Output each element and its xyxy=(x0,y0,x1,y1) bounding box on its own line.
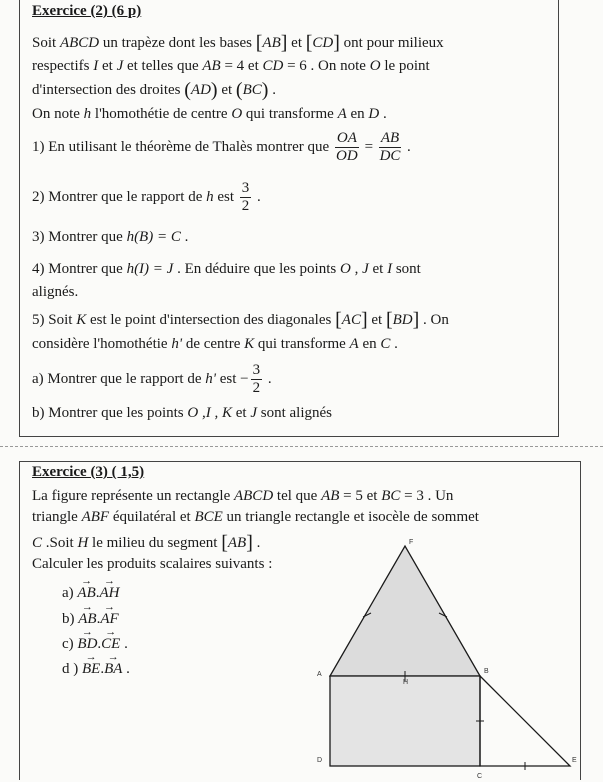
item-c: c) → BD.→ CE . xyxy=(62,637,128,653)
item-d: d ) → BE.→ BA . xyxy=(62,662,130,678)
triangle-abf xyxy=(330,546,480,676)
triangle-bce xyxy=(480,676,570,766)
label-d: D xyxy=(317,757,323,764)
rectangle-abcd xyxy=(330,676,480,766)
exercise-2-title: Exercice (2) (6 p) xyxy=(32,3,142,19)
ex3-line-2: triangle ABF équilatéral et BCE un triangle rectangle et isocèle de sommet xyxy=(32,509,479,525)
label-f: F xyxy=(409,539,414,546)
fraction-minus-3-2: $\frac{3}{2}$ xyxy=(252,362,261,397)
question-5b: b) Montrer que les points O ,I , K et J sont alignés xyxy=(32,405,332,421)
label-e: E xyxy=(572,757,577,764)
ex3-line-4: Calculer les produits scalaires suivants : xyxy=(32,556,273,572)
label-h: H xyxy=(403,679,409,686)
ex3-line-3: C .Soit H le milieu du segment [AB] . xyxy=(32,532,261,554)
question-3: 3) Montrer que h(B) = C . xyxy=(32,229,189,245)
item-a: a) → AB.→ AH xyxy=(62,586,119,602)
ex3-line-1: La figure représente un rectangle ABCD tel que AB = 5 et BC = 3 . Un xyxy=(32,488,454,504)
question-4-continued: alignés. xyxy=(32,284,79,300)
question-5: 5) Soit K est le point d'intersection des diagonales [AC] et [BD] . On xyxy=(32,309,449,331)
ex2-line-2: respectifs I et J et telles que AB = 4 et CD = 6 . On note O le point xyxy=(32,58,430,74)
ex2-line-1: Soit ABCD un trapèze dont les bases [AB] et [CD] ont pour milieux xyxy=(32,32,444,54)
label-a: A xyxy=(317,671,322,678)
question-5-line-2: considère l'homothétie h' de centre K qui transforme A en C . xyxy=(32,336,398,352)
label-b: B xyxy=(484,668,489,675)
fraction-3-2: $\frac{3}{2}$ xyxy=(241,180,250,215)
label-c: C xyxy=(477,773,483,780)
question-2: 2) Montrer que le rapport de h est $\frac{3}{2}$ . xyxy=(32,180,261,215)
question-1: 1) En utilisant le théorème de Thalès montrer que $\frac{OA}{OD}$ = $\frac{AB}{DC}$ . xyxy=(32,130,411,165)
fraction-ab-dc: $\frac{AB}{DC}$ xyxy=(379,130,401,165)
item-b: b) → AB.→ AF xyxy=(62,612,119,628)
ex2-line-3: d'intersection des droites (AD) et (BC) . xyxy=(32,79,276,101)
fraction-oa-od: $\frac{OA}{OD}$ xyxy=(336,130,358,165)
ex2-line-4: On note h l'homothétie de centre O qui transforme A en D . xyxy=(32,106,387,122)
question-4: 4) Montrer que h(I) = J . En déduire que les points O , J et I sont xyxy=(32,261,421,277)
question-5a: a) Montrer que le rapport de h' est − $\frac{3}{2}$ . xyxy=(32,362,272,397)
exercise-3-title: Exercice (3) ( 1,5) xyxy=(32,464,145,480)
